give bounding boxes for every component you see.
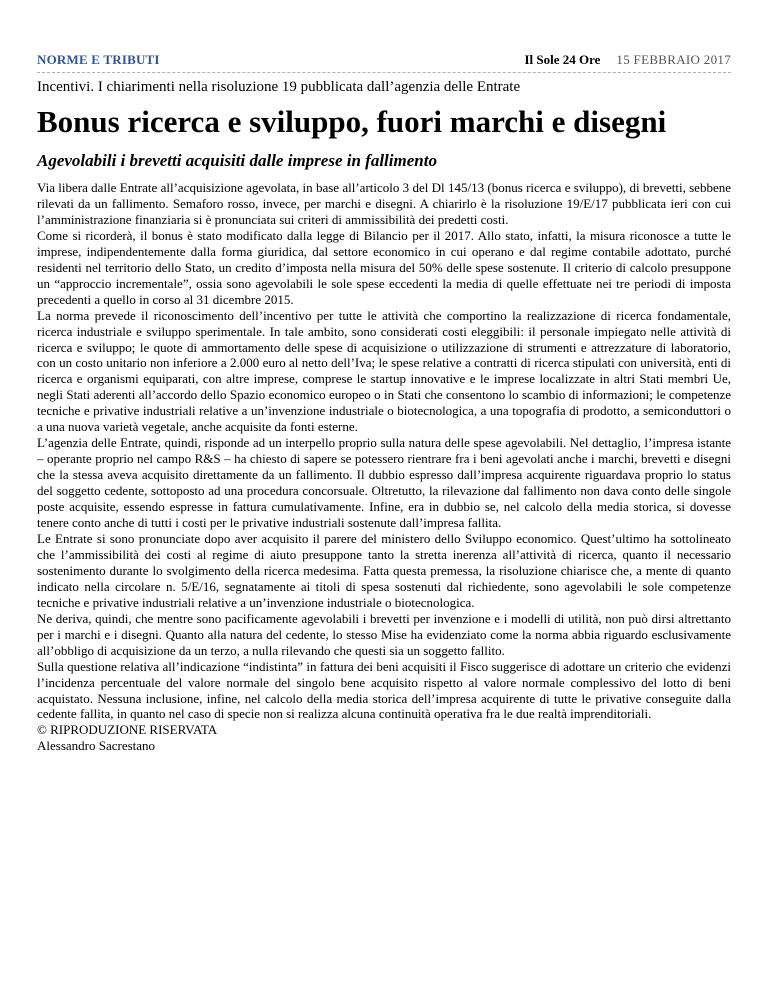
paragraph: Sulla questione relativa all’indicazione “indistinta” in fattura dei beni acquisiti il Fisco suggerisce di adottare un criterio che evidenzi l’incidenza percentuale del valore normale del singolo bene acquisito rispetto al valore normale complessivo del lotto di beni acquistato. Nessuna inclusione, infine, nel calcolo della media storica dell’impresa acquirente di tutte le privative conseguite dalla cedente fallita, in quanto nel caso di specie non si realizza alcuna continuità operativa fra le due realtà imprenditoriali. — [37, 658, 731, 722]
publication-date: 15 FEBBRAIO 2017 — [616, 52, 731, 67]
copyright-notice: © RIPRODUZIONE RISERVATA — [37, 722, 218, 738]
paragraph: La norma prevede il riconoscimento dell’incentivo per tutte le attività che comportino la realizzazione di ricerca fondamentale, ricerca industriale e sviluppo sperimentale. In tale ambito, sono considerati costi eleggibili: il personale impiegato nelle attività di ricerca e sviluppo; le quote di ammortamento delle spese di acquisizione o utilizzazione di strumenti e attrezzature di laboratorio, con un costo unitario non inferiore a 2.000 euro al netto dell’Iva; le spese relative a contratti di ricerca stipulati con università, enti di ricerca e organismi equiparati, con altre imprese, comprese le startup innovative e le imprese localizzate in altri Stati membri Ue, negli Stati aderenti all’accordo dello Spazio economico europeo o in Stati che consentono lo scambio di informazioni; le competenze tecniche e privative industriali relative a un’invenzione industriale o biotecnologica, a una topografia di prodotto, a semiconduttori o a una nuova varietà vegetale, anche acquisite da fonti esterne. — [37, 307, 731, 435]
article-subtitle: Agevolabili i brevetti acquisiti dalle imprese in fallimento — [37, 151, 437, 170]
article-body — [37, 180, 731, 754]
paragraph: Via libera dalle Entrate all’acquisizione agevolata, in base all’articolo 3 del Dl 145/13 (bonus ricerca e sviluppo), di brevetti, sebbene rilevati da un fallimento. Semaforo rosso, invece, per marchi e disegni. A chiarirlo è la risoluzione 19/E/17 pubblicata ieri con cui l’amministrazione finanziaria si è pronunciata sui criteri di ammissibilità dei predetti costi. — [37, 180, 731, 227]
paragraph: Come si ricorderà, il bonus è stato modificato dalla legge di Bilancio per il 2017. Allo stato, infatti, la misura riconosce a tutte le imprese, indipendentemente dalla forma giuridica, dal settore economico in cui operano e dal regime contabile adottato, purché residenti nel territorio dello Stato, un credito d’imposta nella misura del 50% delle spese sostenute. Il criterio di calcolo presuppone un “approccio incrementale”, ossia sono agevolabili le sole spese eccedenti la media di quelle effettuate nei tre periodi di imposta precedenti a quello in corso al 31 dicembre 2015. — [37, 227, 731, 307]
newspaper-name: Il Sole 24 Ore — [524, 52, 601, 67]
publication-info — [524, 52, 731, 68]
paragraph: Le Entrate si sono pronunciate dopo aver acquisito il parere del ministero dello Sviluppo economico. Quest’ultimo ha sottolineato che l’ammissibilità dei costi al regime di aiuto presuppone tanto la stretta inerenza all’attività di ricerca, quanto il necessario sostenimento durante lo svolgimento della ricerca medesima. Fatta questa premessa, la risoluzione chiarisce che, a mente di quanto indicato nella circolare n. 5/E/16, segnatamente ai titoli di spesa sostenuti dal richiedente, sono agevolabili le sole competenze tecniche e privative industriali relative a un’invenzione industriale o biotecnologica. — [37, 530, 731, 610]
paragraph: Ne deriva, quindi, che mentre sono pacificamente agevolabili i brevetti per invenzione e i modelli di utilità, non può dirsi altrettanto per i marchi e i disegni. Quanto alla natura del cedente, lo stesso Mise ha evidenziato come la norma abbia riguardo esclusivamente all’obbligo di acquisizione da un terzo, a nulla rilevando che questi sia un soggetto fallito. — [37, 610, 731, 658]
paragraph: L’agenzia delle Entrate, quindi, risponde ad un interpello proprio sulla natura delle spese agevolabili. Nel dettaglio, l’impresa istante – operante proprio nel campo R&S – ha chiesto di sapere se potessero rientrare fra i beni agevolati anche i marchi, brevetti e disegni che la stessa aveva acquisito direttamente da un fallimento. Il dubbio espresso dall’impresa acquirente riguardava proprio lo status del soggetto cedente, sottoposto ad una procedura concorsuale. Oltretutto, la rilevazione dal fallimento non dava conto delle singole poste acquisite, essendo espresse in fattura cumulativamente. Infine, era in dubbio se, nel calcolo della media storica, si dovesse tenere conto anche di tutti i costi per le privative industriali sostenute dall’impresa fallita. — [37, 435, 731, 531]
section-label: NORME E TRIBUTI — [37, 52, 160, 67]
article-author: Alessandro Sacrestano — [37, 738, 156, 754]
page-header — [37, 52, 731, 68]
article-kicker: Incentivi. I chiarimenti nella risoluzione 19 pubblicata dall’agenzia delle Entrate — [37, 79, 521, 95]
article-title: Bonus ricerca e sviluppo, fuori marchi e disegni — [37, 104, 667, 139]
header-divider — [37, 72, 731, 73]
